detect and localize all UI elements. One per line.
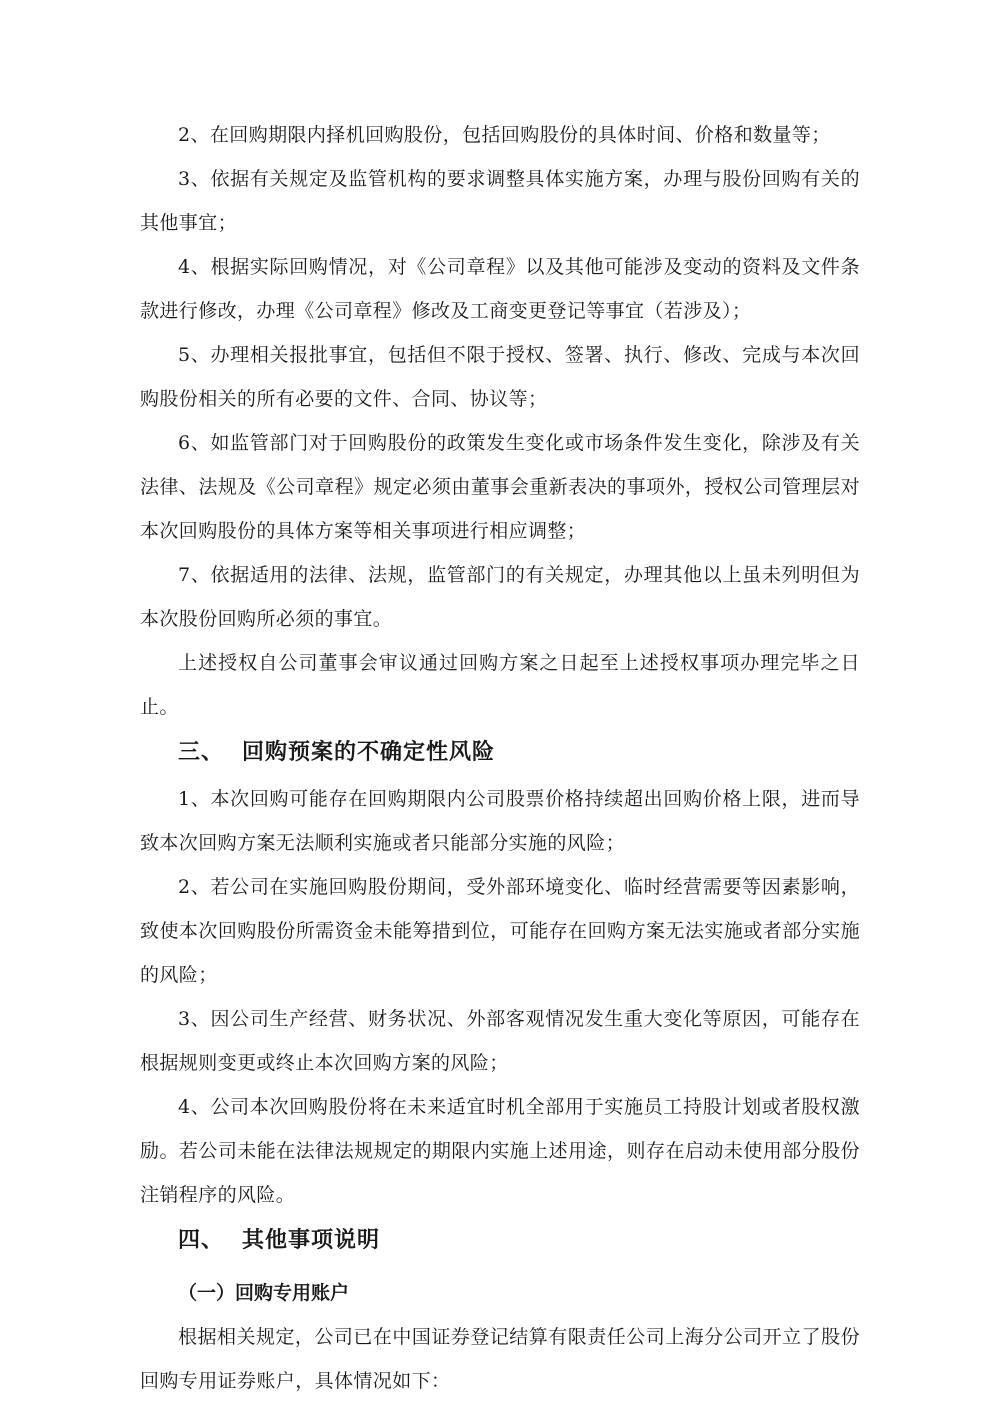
risk-item-4: 4、公司本次回购股份将在未来适宜时机全部用于实施员工持股计划或者股权激励。若公司未能在法律法规规定的期限内实施上述用途，则存在启动未使用部分股份注销程序的风险。: [140, 1096, 860, 1206]
risk-item-3: 3、因公司生产经营、财务状况、外部客观情况发生重大变化等原因，可能存在根据规则变更或终止本次回购方案的风险；: [140, 1008, 860, 1074]
auth-validity-paragraph: 上述授权自公司董事会审议通过回购方案之日起至上述授权事项办理完毕之日止。: [140, 652, 860, 718]
subsection-heading-account: （一）回购专用账户: [178, 1282, 350, 1304]
section-heading-other: [140, 1217, 860, 1265]
risk-item-1: 1、本次回购可能存在回购期限内公司股票价格持续超出回购价格上限，进而导致本次回购方案无法顺利实施或者只能部分实施的风险；: [140, 788, 860, 854]
risk-item-2: 2、若公司在实施回购股份期间，受外部环境变化、临时经营需要等因素影响，致使本次回购股份所需资金未能筹措到位，可能存在回购方案无法实施或者部分实施的风险；: [140, 876, 860, 986]
auth-item-3: 3、依据有关规定及监管机构的要求调整具体实施方案，办理与股份回购有关的其他事宜；: [140, 168, 860, 234]
auth-item-2: 2、在回购期限内择机回购股份，包括回购股份的具体时间、价格和数量等；: [178, 124, 831, 146]
section-heading-risks: [140, 729, 860, 777]
account-paragraph: 根据相关规定，公司已在中国证券登记结算有限责任公司上海分公司开立了股份回购专用证券账户，具体情况如下：: [140, 1326, 860, 1392]
auth-item-4: 4、根据实际回购情况，对《公司章程》以及其他可能涉及变动的资料及文件条款进行修改，办理《公司章程》修改及工商变更登记等事宜（若涉及）；: [140, 256, 860, 322]
section-number: 三、: [178, 740, 225, 765]
section-title-text: 回购预案的不确定性风险: [242, 740, 496, 765]
auth-item-6: 6、如监管部门对于回购股份的政策发生变化或市场条件发生变化，除涉及有关法律、法规及《公司章程》规定必须由董事会重新表决的事项外，授权公司管理层对本次回购股份的具体方案等相关事项进行相应调整；: [140, 432, 860, 542]
auth-item-5: 5、办理相关报批事宜，包括但不限于授权、签署、执行、修改、完成与本次回购股份相关的所有必要的文件、合同、协议等；: [140, 344, 860, 410]
section-title-text: 其他事项说明: [242, 1228, 381, 1253]
page-content: [140, 113, 860, 1403]
auth-item-7: 7、依据适用的法律、法规，监管部门的有关规定，办理其他以上虽未列明但为本次股份回购所必须的事宜。: [140, 564, 860, 630]
section-number: 四、: [178, 1228, 225, 1253]
